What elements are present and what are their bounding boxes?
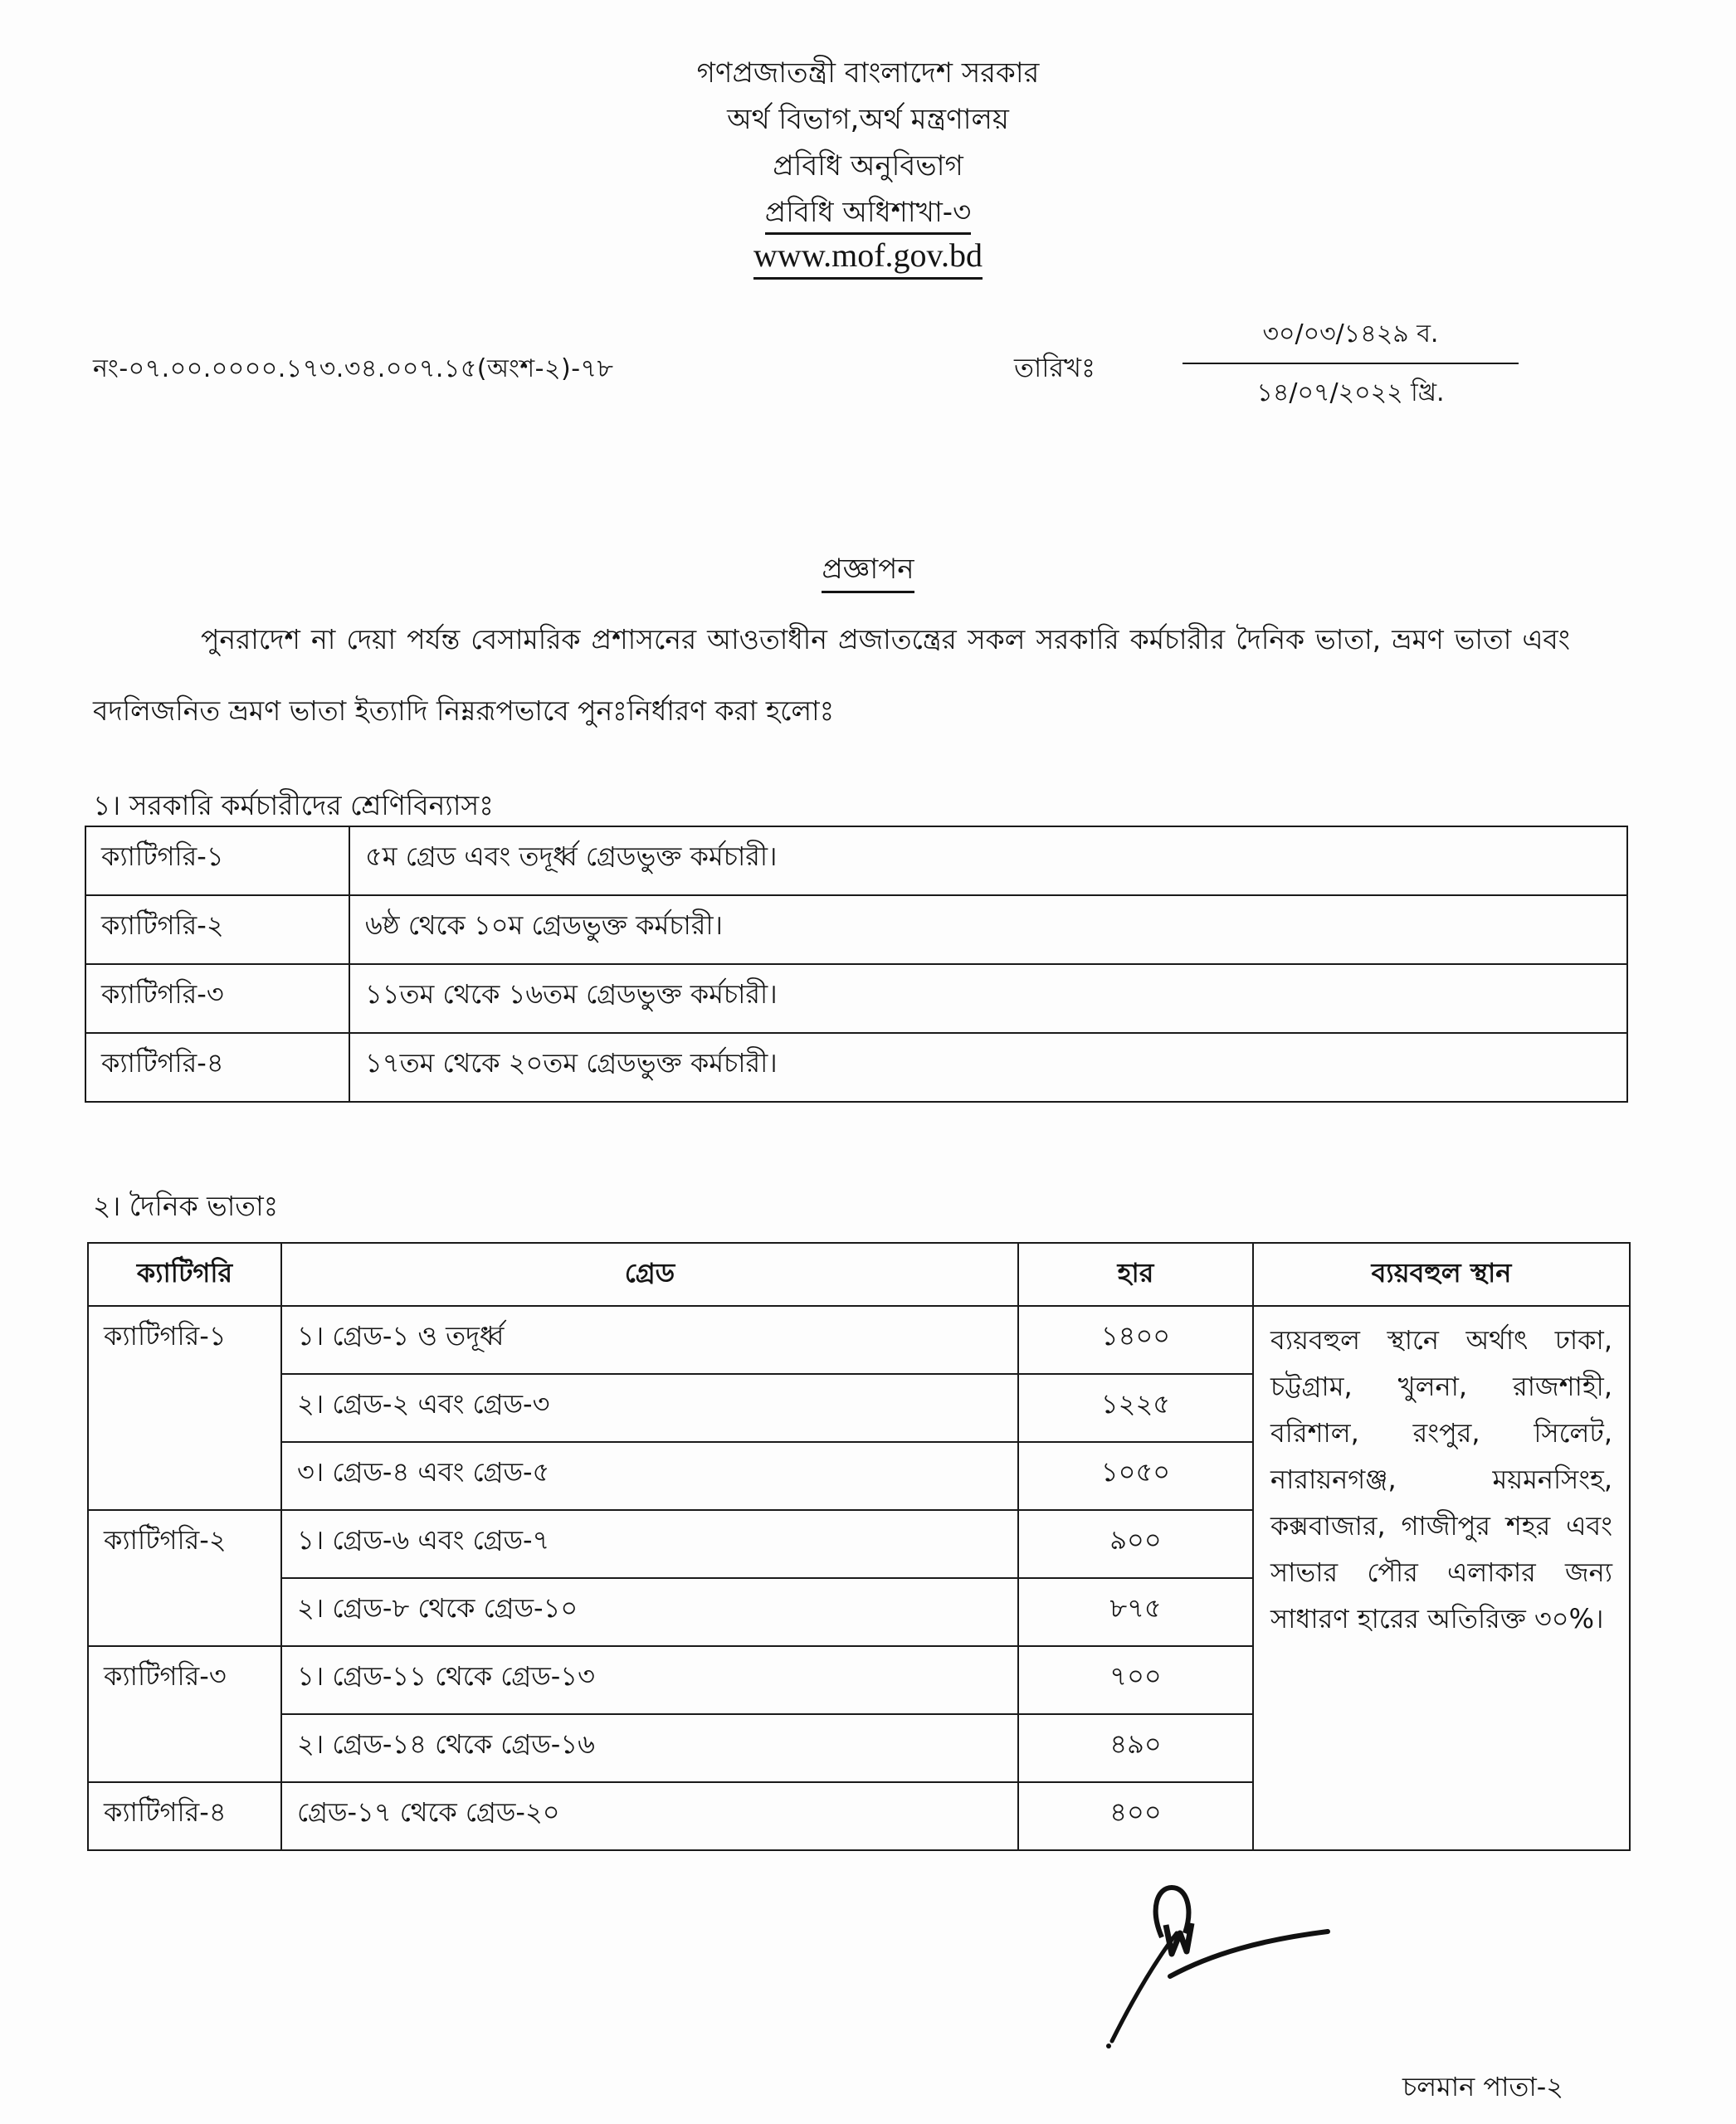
signature-image [1079,1875,1344,2058]
description-cell: ১৭তম থেকে ২০তম গ্রেডভুক্ত কর্মচারী। [349,1033,1627,1102]
reference-number: নং-০৭.০০.০০০০.১৭৩.৩৪.০০৭.১৫(অংশ-২)-৭৮ [93,354,614,383]
website-line [0,236,1736,275]
grade-cell: গ্রেড-১৭ থেকে গ্রেড-২০ [281,1782,1018,1850]
rate-cell: ৪০০ [1018,1782,1253,1850]
wing-name: প্রবিধি অনুবিভাগ [773,149,963,183]
rate-cell: ১৪০০ [1018,1306,1253,1374]
grade-cell: ২। গ্রেড-১৪ থেকে গ্রেড-১৬ [281,1714,1018,1782]
grade-cell: ১। গ্রেড-১১ থেকে গ্রেড-১৩ [281,1646,1018,1714]
website-link[interactable]: www.mof.gov.bd [753,236,983,280]
branch-name-text: প্রবিধি অধিশাখা-৩ [765,196,971,235]
date-bangla: ৩০/০৩/১৪২৯ ব. [1183,314,1519,364]
category-cell: ক্যাটিগরি-১ [88,1306,281,1510]
category-cell: ক্যাটিগরি-৩ [85,964,349,1033]
description-cell: ১১তম থেকে ১৬তম গ্রেডভুক্ত কর্মচারী। [349,964,1627,1033]
category-cell: ক্যাটিগরি-৪ [88,1782,281,1850]
table-row [85,895,1627,964]
description-cell: ৬ষ্ঠ থেকে ১০ম গ্রেডভুক্ত কর্মচারী। [349,895,1627,964]
govt-name: গণপ্রজাতন্ত্রী বাংলাদেশ সরকার [696,56,1040,90]
date-label: তারিখঃ [1014,352,1096,383]
column-header-grade: গ্রেড [281,1243,1018,1306]
expensive-place-note: ব্যয়বহুল স্থানে অর্থাৎ ঢাকা, চট্টগ্রাম, খুলনা, রাজশাহী, বরিশাল, রংপুর, সিলেট, নারায়নগঞ্জ, ময়মনসিংহ, কক্সবাজার, গাজীপুর শহর এবং সাভার পৌর এলাকার জন্য সাধারণ হারের অতিরিক্ত ৩০%। [1253,1306,1630,1850]
table-row [88,1306,1630,1374]
column-header-rate: হার [1018,1243,1253,1306]
daily-allowance-table [87,1242,1631,1851]
column-header-expensive-place: ব্যয়বহুল স্থান [1253,1243,1630,1306]
category-cell: ক্যাটিগরি-২ [85,895,349,964]
grade-cell: ৩। গ্রেড-৪ এবং গ্রেড-৫ [281,1442,1018,1510]
table-row [85,1033,1627,1102]
description-cell: ৫ম গ্রেড এবং তদূর্ধ্ব গ্রেডভুক্ত কর্মচারী। [349,826,1627,895]
category-cell: ক্যাটিগরি-১ [85,826,349,895]
grade-cell: ১। গ্রেড-৬ এবং গ্রেড-৭ [281,1510,1018,1578]
category-cell: ক্যাটিগরি-২ [88,1510,281,1646]
table-header-row [88,1243,1630,1306]
continued-page-note: চলমান পাতা-২ [1402,2071,1564,2102]
section1-heading: ১। সরকারি কর্মচারীদের শ্রেণিবিন্যাসঃ [93,789,494,821]
table-row [85,826,1627,895]
column-header-category: ক্যাটিগরি [88,1243,281,1306]
category-cell: ক্যাটিগরি-৩ [88,1646,281,1782]
table-row [85,964,1627,1033]
rate-cell: ১০৫০ [1018,1442,1253,1510]
rate-cell: ৯০০ [1018,1510,1253,1578]
section2-heading: ২। দৈনিক ভাতাঃ [93,1190,279,1222]
grade-cell: ২। গ্রেড-৮ থেকে গ্রেড-১০ [281,1578,1018,1646]
grade-cell: ২। গ্রেড-২ এবং গ্রেড-৩ [281,1374,1018,1442]
division-name: অর্থ বিভাগ,অর্থ মন্ত্রণালয় [727,103,1009,136]
intro-text: পুনরাদেশ না দেয়া পর্যন্ত বেসামরিক প্রশাসনের আওতাধীন প্রজাতন্ত্রের সকল সরকারি কর্মচারীর দৈনিক ভাতা, ভ্রমণ ভাতা এবং বদলিজনিত ভ্রমণ ভাতা ইত্যাদি নিম্নরূপভাবে পুনঃনির্ধারণ করা হলোঃ [93,623,1570,727]
branch-name [0,191,1736,238]
rate-cell: ৭০০ [1018,1646,1253,1714]
date-block [1183,314,1519,415]
notification-title-wrap [0,548,1736,595]
notification-title: প্রজ্ঞাপন [822,553,914,593]
intro-paragraph [93,604,1570,747]
grade-cell: ১। গ্রেড-১ ও তদূর্ধ্ব [281,1306,1018,1374]
rate-cell: ৮৭৫ [1018,1578,1253,1646]
category-cell: ক্যাটিগরি-৪ [85,1033,349,1102]
rate-cell: ৪৯০ [1018,1714,1253,1782]
date-gregorian: ১৪/০৭/২০২২ খ্রি. [1256,378,1445,407]
rate-cell: ১২২৫ [1018,1374,1253,1442]
classification-table [85,826,1628,1103]
